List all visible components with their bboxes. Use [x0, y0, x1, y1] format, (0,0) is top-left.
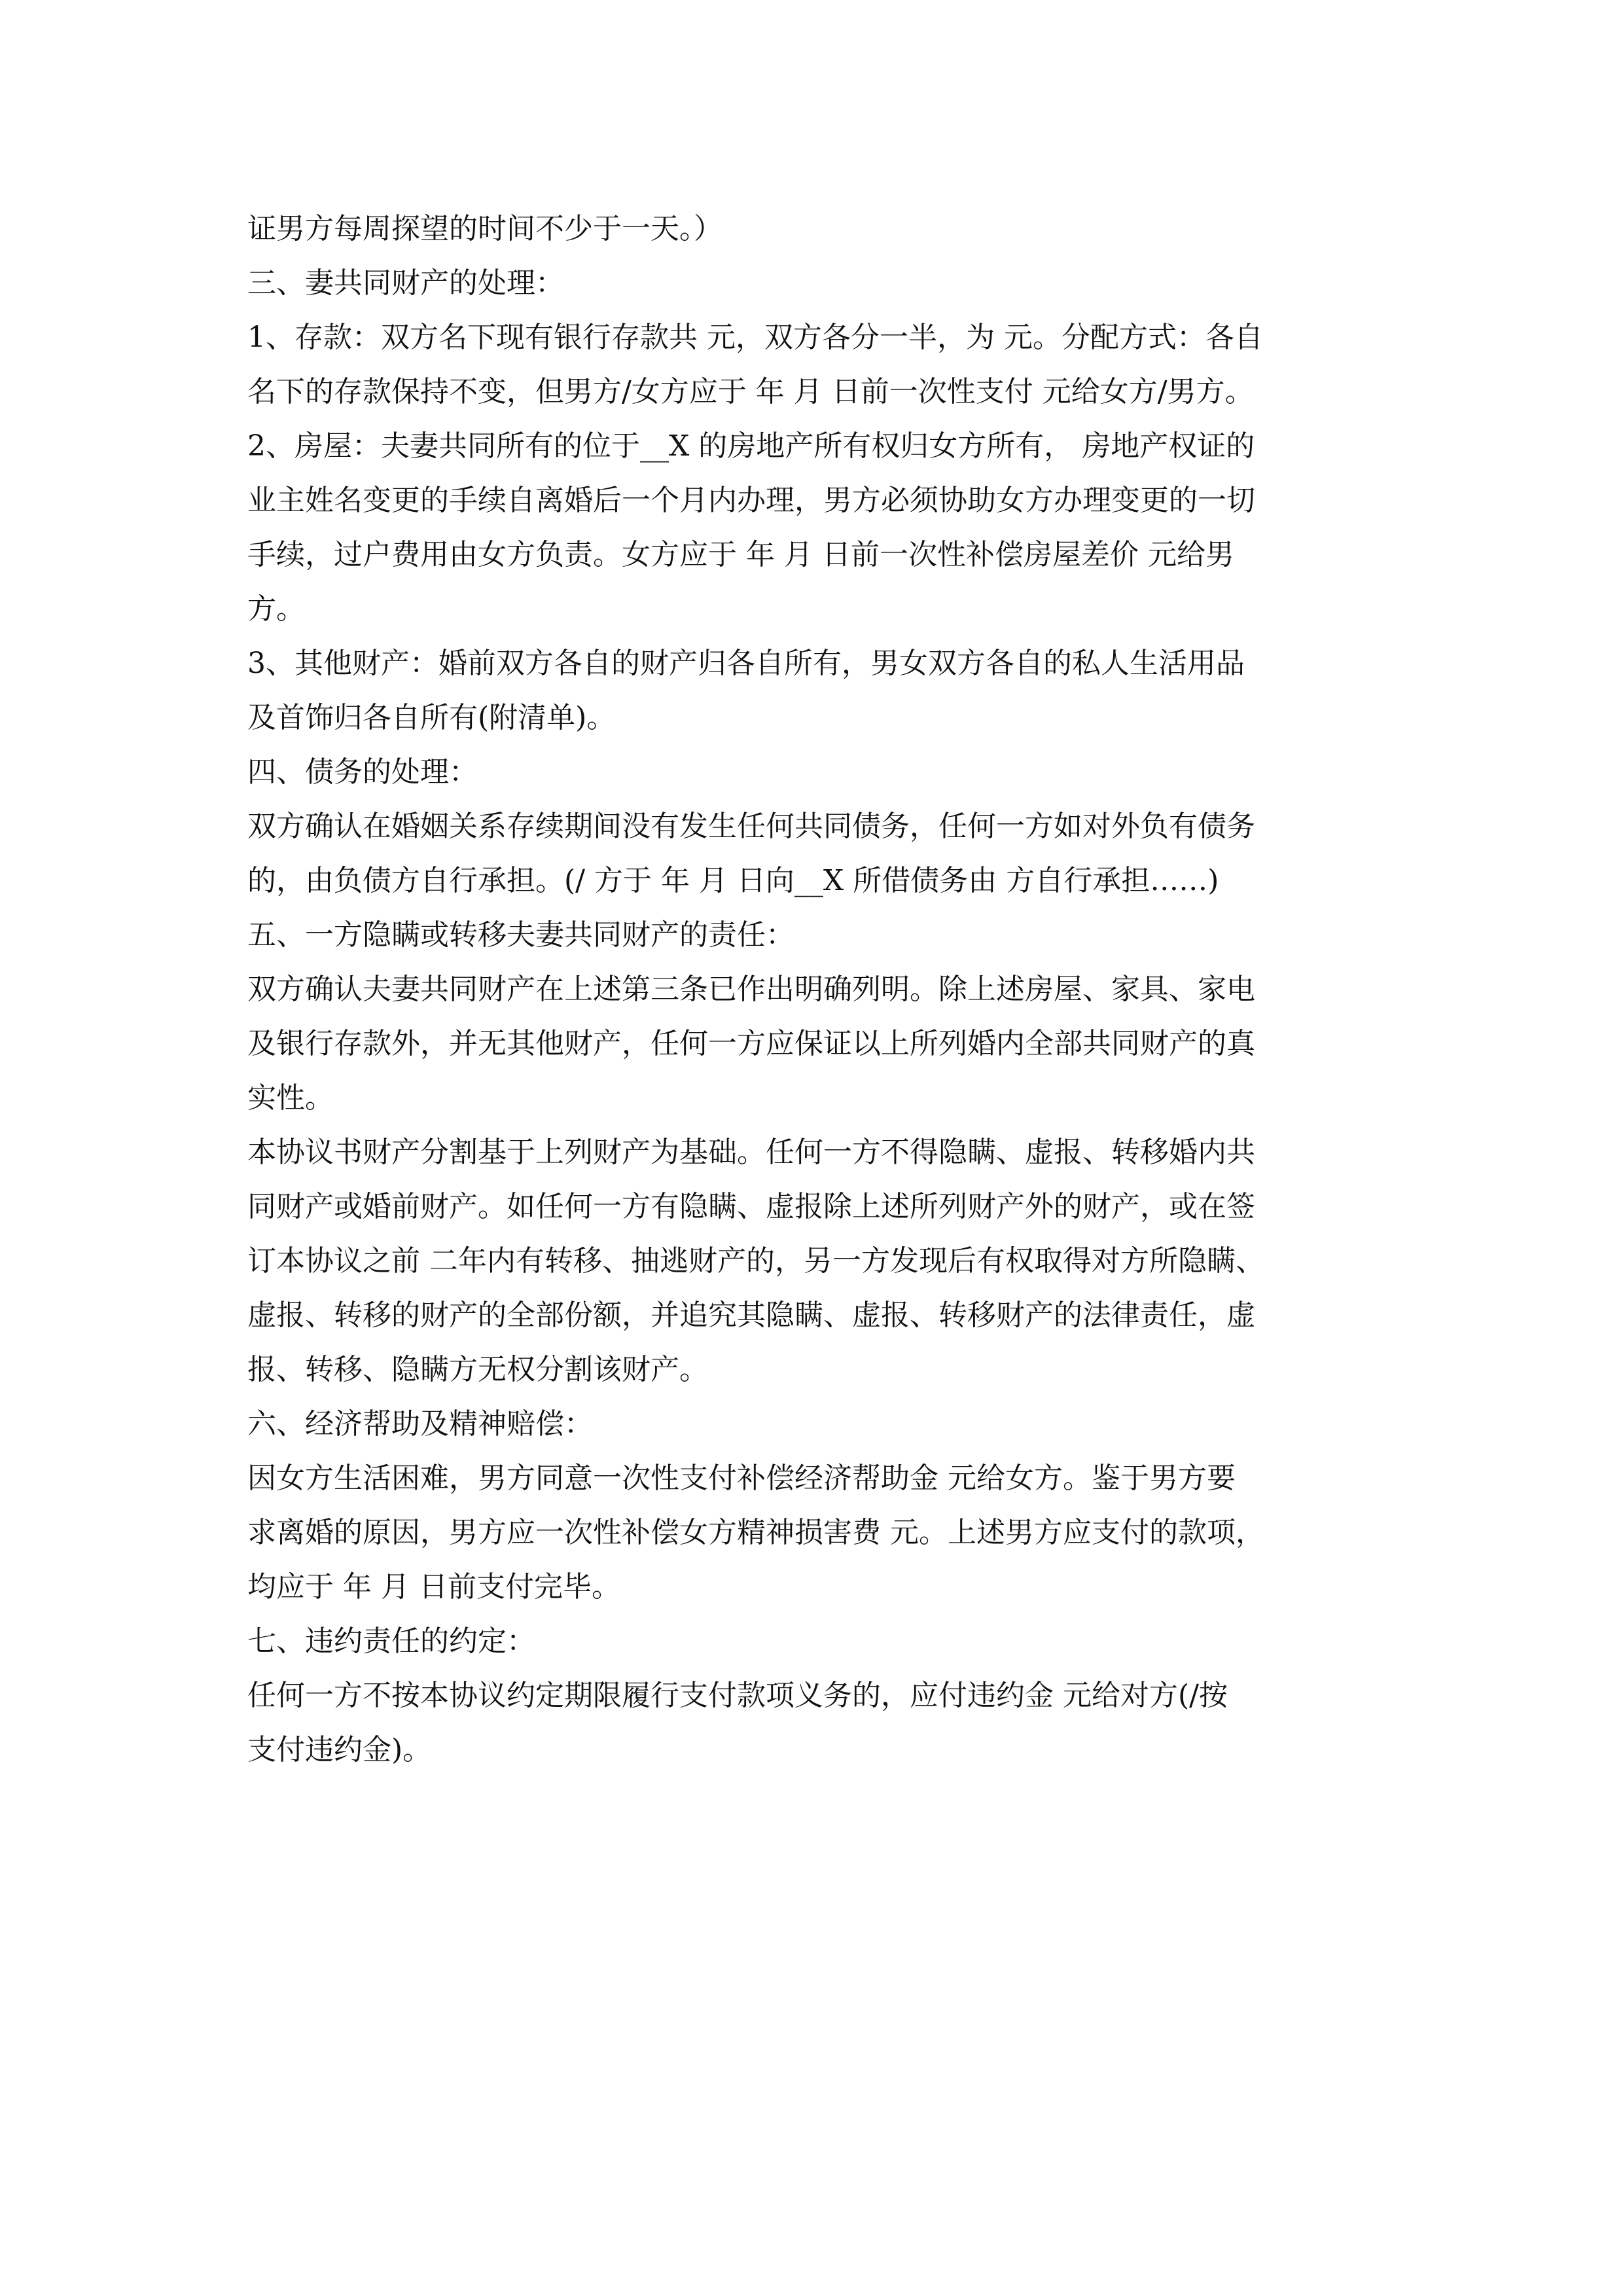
- text-line: 实性。: [247, 1081, 334, 1115]
- text-line: 业主姓名变更的手续自离婚后一个月内办理，男方必须协助女方办理变更的一切: [247, 484, 1255, 517]
- text-line: 的，由负债方自行承担。(/ 方于 年 月 日向__X 所借债务由 方自行承担……): [247, 864, 1219, 897]
- section-heading: 五、一方隐瞒或转移夫妻共同财产的责任：: [247, 918, 794, 952]
- text-line: 名下的存款保持不变，但男方/女方应于 年 月 日前一次性支付 元给女方/男方。: [247, 375, 1254, 408]
- text-line: 任何一方不按本协议约定期限履行支付款项义务的，应付违约金 元给对方(/按: [247, 1679, 1228, 1712]
- section-heading: 三、妻共同财产的处理：: [247, 266, 564, 300]
- text-line: 订本协议之前 二年内有转移、抽逃财产的，另一方发现后有权取得对方所隐瞒、: [247, 1244, 1264, 1278]
- text-line: 3、其他财产：婚前双方各自的财产归各自所有，男女双方各自的私人生活用品: [247, 647, 1245, 680]
- text-line: 1、存款：双方名下现有银行存款共 元，双方各分一半，为 元。分配方式：各自: [247, 321, 1263, 354]
- text-line: 虚报、转移的财产的全部份额，并追究其隐瞒、虚报、转移财产的法律责任，虚: [247, 1299, 1255, 1332]
- text-line: 及首饰归各自所有(附清单)。: [247, 701, 616, 734]
- text-line: 报、转移、隐瞒方无权分割该财产。: [247, 1353, 708, 1386]
- text-line: 因女方生活困难，男方同意一次性支付补偿经济帮助金 元给女方。鉴于男方要: [247, 1462, 1236, 1495]
- text-line: 同财产或婚前财产。如任何一方有隐瞒、虚报除上述所列财产外的财产，或在签: [247, 1190, 1255, 1223]
- text-line: 方。: [247, 592, 305, 626]
- text-line: 双方确认夫妻共同财产在上述第三条已作出明确列明。除上述房屋、家具、家电: [247, 973, 1255, 1006]
- text-line: 手续，过户费用由女方负责。女方应于 年 月 日前一次性补偿房屋差价 元给男: [247, 538, 1234, 571]
- section-heading: 七、违约责任的约定：: [247, 1624, 535, 1658]
- text-line: 本协议书财产分割基于上列财产为基础。任何一方不得隐瞒、虚报、转移婚内共: [247, 1136, 1255, 1169]
- document-body: [247, 202, 1387, 1777]
- text-line: 双方确认在婚姻关系存续期间没有发生任何共同债务，任何一方如对外负有债务: [247, 810, 1255, 843]
- text-line: 均应于 年 月 日前支付完毕。: [247, 1570, 620, 1604]
- text-line: 及银行存款外，并无其他财产，任何一方应保证以上所列婚内全部共同财产的真: [247, 1027, 1255, 1060]
- text-line: 2、房屋：夫妻共同所有的位于__X 的房地产所有权归女方所有， 房地产权证的: [247, 429, 1255, 463]
- section-heading: 四、债务的处理：: [247, 755, 478, 789]
- section-heading: 六、经济帮助及精神赔偿：: [247, 1407, 593, 1441]
- text-line: 求离婚的原因，男方应一次性补偿女方精神损害费 元。上述男方应支付的款项，: [247, 1516, 1264, 1549]
- text-line: 支付违约金)。: [247, 1733, 432, 1767]
- text-line: 证男方每周探望的时间不少于一天。）: [247, 212, 722, 245]
